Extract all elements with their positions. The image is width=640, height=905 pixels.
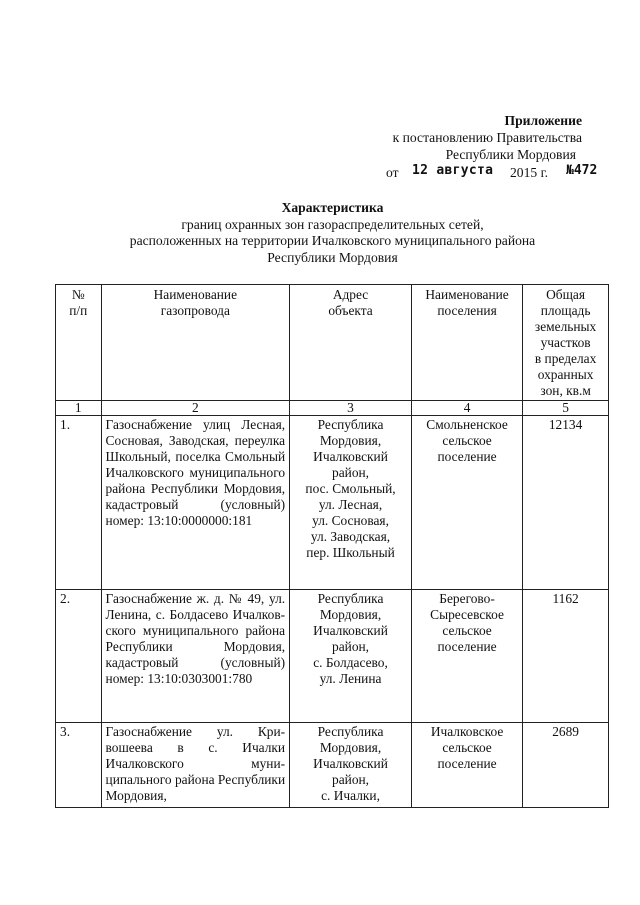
cell-line: площадь bbox=[540, 303, 591, 318]
zones-table bbox=[55, 284, 609, 808]
settlement-name bbox=[411, 723, 522, 808]
cell-line: Мордовия, bbox=[319, 740, 382, 755]
cell-line: поселение bbox=[437, 639, 497, 654]
cell-line: ул. Заводская, bbox=[310, 529, 391, 544]
header-cell-num bbox=[56, 285, 102, 401]
zone-area: 2689 bbox=[523, 723, 609, 808]
document-heading bbox=[60, 200, 605, 266]
cell-line: Ичалковское bbox=[430, 724, 504, 739]
cell-line: Берегово- bbox=[439, 591, 495, 606]
cell-line: Сыресевское bbox=[430, 607, 504, 622]
cell-line: Смольненское bbox=[426, 417, 508, 432]
object-address bbox=[290, 590, 412, 723]
appendix-line-1: к постановлению Правительства bbox=[392, 130, 582, 145]
cell-line: сельское bbox=[442, 433, 492, 448]
column-number: 4 bbox=[411, 401, 522, 416]
heading-line-3: Республики Мордовия bbox=[267, 249, 398, 265]
pipeline-name: Газоснабжение ул. Кри-вошеева в с. Ичалки Ичалковского муни-ципального района Республики Мордовия, bbox=[101, 723, 290, 808]
cell-line: район, bbox=[332, 465, 370, 480]
cell-line: зон, кв.м bbox=[540, 383, 591, 398]
appendix-title: Приложение bbox=[504, 113, 582, 128]
column-number: 1 bbox=[56, 401, 102, 416]
cell-line: Наименование bbox=[153, 287, 238, 302]
cell-line: сельское bbox=[442, 623, 492, 638]
cell-line: № bbox=[71, 287, 85, 302]
header-cell-settlement bbox=[411, 285, 522, 401]
appendix-block bbox=[380, 112, 610, 181]
date-year: 2015 г. bbox=[510, 165, 549, 180]
header-cell-area bbox=[523, 285, 609, 401]
cell-line: пер. Школьный bbox=[306, 545, 395, 560]
column-number: 5 bbox=[523, 401, 609, 416]
table-row bbox=[56, 723, 609, 808]
row-number: 3. bbox=[56, 723, 102, 808]
zone-area: 12134 bbox=[523, 416, 609, 590]
object-address bbox=[290, 723, 412, 808]
cell-line: ул. Ленина bbox=[319, 671, 382, 686]
appendix-date bbox=[380, 163, 610, 181]
cell-line: Адрес bbox=[332, 287, 369, 302]
heading-line-1: границ охранных зон газораспределительных сетей, bbox=[181, 216, 484, 232]
zone-area: 1162 bbox=[523, 590, 609, 723]
cell-line: поселение bbox=[437, 756, 497, 771]
cell-line: с. Болдасево, bbox=[313, 655, 388, 670]
table-header-row bbox=[56, 285, 609, 401]
cell-line: Общая bbox=[546, 287, 586, 302]
cell-line: Ичалковский bbox=[313, 756, 388, 771]
cell-line: Ичалковский bbox=[313, 449, 388, 464]
header-cell-address bbox=[290, 285, 412, 401]
table-row bbox=[56, 590, 609, 723]
cell-line: ул. Лесная, bbox=[318, 497, 383, 512]
cell-line: Наименование bbox=[425, 287, 509, 302]
cell-line: Ичалковский bbox=[313, 623, 388, 638]
cell-line: объекта bbox=[328, 303, 373, 318]
cell-line: с. Ичалки, bbox=[321, 788, 380, 803]
pipeline-name: Газоснабжение улиц Лесная, Сосновая, Заводская, переулка Школьный, поселка Смольный Ичалковского муниципального района Республики Мордовия, кадастровый (условный) номер: 13:10:0000000:181 bbox=[101, 416, 290, 590]
column-number-row bbox=[56, 401, 609, 416]
cell-line: поселение bbox=[437, 449, 497, 464]
object-address bbox=[290, 416, 412, 590]
cell-line: Республика bbox=[317, 417, 384, 432]
pipeline-name: Газоснабжение ж. д. № 49, ул. Ленина, с. Болдасево Ичалков-ского муниципального района Республики Мордовия, кадастровый (условный) номер: 13:10:0303001:780 bbox=[101, 590, 290, 723]
cell-line: Республика bbox=[317, 591, 384, 606]
cell-line: район, bbox=[332, 772, 370, 787]
settlement-name bbox=[411, 416, 522, 590]
cell-line: охранных bbox=[537, 367, 594, 382]
settlement-name bbox=[411, 590, 522, 723]
date-day-month: 12 августа bbox=[412, 163, 494, 178]
cell-line: ул. Сосновая, bbox=[312, 513, 389, 528]
table-row bbox=[56, 416, 609, 590]
cell-line: п/п bbox=[69, 303, 88, 318]
cell-line: поселения bbox=[437, 303, 497, 318]
cell-line: Мордовия, bbox=[319, 607, 382, 622]
appendix-line-2: Республики Мордовия bbox=[445, 147, 576, 162]
cell-line: в пределах bbox=[534, 351, 597, 366]
column-number: 2 bbox=[101, 401, 290, 416]
row-number: 2. bbox=[56, 590, 102, 723]
cell-line: сельское bbox=[442, 740, 492, 755]
heading-line-2: расположенных на территории Ичалковского муниципального района bbox=[129, 233, 536, 249]
date-prefix: от bbox=[386, 165, 399, 180]
column-number: 3 bbox=[290, 401, 412, 416]
row-number: 1. bbox=[56, 416, 102, 590]
cell-line: земельных bbox=[534, 319, 597, 334]
header-cell-name bbox=[101, 285, 290, 401]
cell-line: Мордовия, bbox=[319, 433, 382, 448]
cell-line: пос. Смольный, bbox=[305, 481, 396, 496]
cell-line: Республика bbox=[317, 724, 384, 739]
cell-line: участков bbox=[540, 335, 591, 350]
heading-title: Характеристика bbox=[281, 200, 384, 215]
document-number: №472 bbox=[566, 163, 598, 178]
cell-line: газопровода bbox=[160, 303, 230, 318]
cell-line: район, bbox=[332, 639, 370, 654]
